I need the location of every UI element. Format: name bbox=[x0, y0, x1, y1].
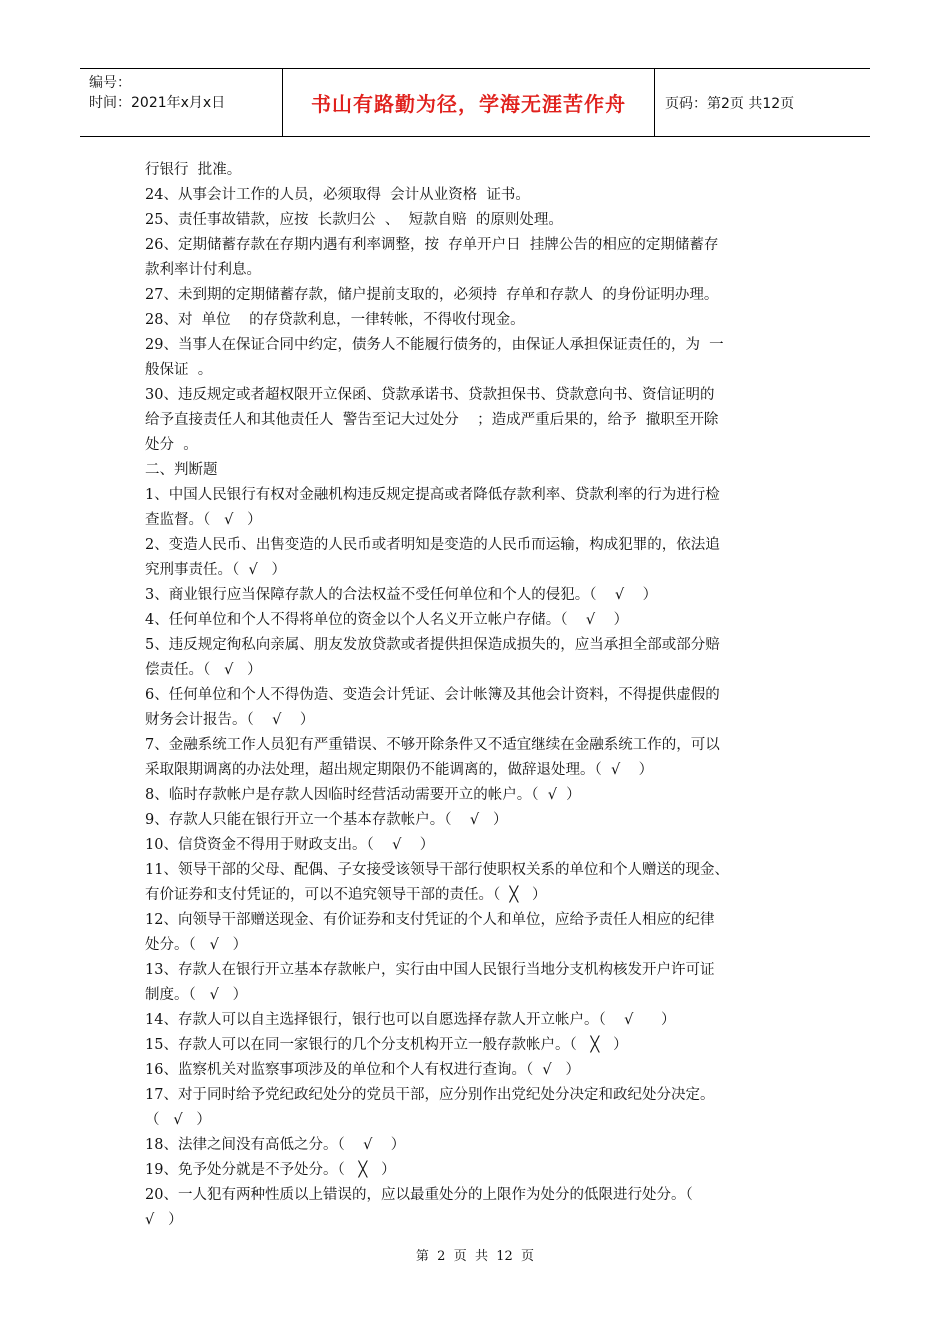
page-footer: 第 2 页 共 12 页 bbox=[415, 1249, 535, 1264]
text-line: 14、存款人可以自主选择银行，银行也可以自愿选择存款人开立帐户。（ √ ） bbox=[145, 1012, 676, 1028]
text-line: 10、信贷资金不得用于财政支出。（ √ ） bbox=[145, 837, 435, 853]
text-line: 29、当事人在保证合同中约定，债务人不能履行债务的，由保证人承担保证责任的，为 一 bbox=[145, 337, 724, 353]
text-line: 处分 。 bbox=[145, 437, 198, 453]
text-line: 11、领导干部的父母、配偶、子女接受该领导干部行使职权关系的单位和个人赠送的现金、 bbox=[145, 862, 729, 878]
text-line: 般保证 。 bbox=[145, 362, 213, 378]
text-line: 制度。（ √ ） bbox=[145, 987, 248, 1003]
document-number: 编号： bbox=[89, 75, 131, 91]
text-line: 15、存款人可以在同一家银行的几个分支机构开立一般存款帐户。（ ╳ ） bbox=[145, 1037, 628, 1053]
text-line: 款利率计付利息。 bbox=[145, 262, 261, 278]
text-line: 行银行 批准。 bbox=[145, 162, 242, 178]
text-line: 1、中国人民银行有权对金融机构违反规定提高或者降低存款利率、贷款利率的行为进行检 bbox=[145, 487, 720, 503]
document-body bbox=[145, 158, 813, 1233]
text-line: √ ） bbox=[145, 1212, 183, 1228]
text-line: 12、向领导干部赠送现金、有价证券和支付凭证的个人和单位，应给予责任人相应的纪律 bbox=[145, 912, 715, 928]
header-motto: 书山有路勤为径，学海无涯苦作舟 bbox=[283, 69, 655, 136]
text-line: 采取限期调离的办法处理，超出规定期限仍不能调离的，做辞退处理。（ √ ） bbox=[145, 762, 654, 778]
text-line: 17、对于同时给予党纪政纪处分的党员干部，应分别作出党纪处分决定和政纪处分决定。 bbox=[145, 1087, 715, 1103]
text-line: 给予直接责任人和其他责任人 警告至记大过处分 ；造成严重后果的，给予 撤职至开除 bbox=[145, 412, 719, 428]
text-line: 究刑事责任。（ √ ） bbox=[145, 562, 287, 578]
text-line: 处分。（ √ ） bbox=[145, 937, 248, 953]
text-line: 查监督。（ √ ） bbox=[145, 512, 262, 528]
text-line: 18、法律之间没有高低之分。（ √ ） bbox=[145, 1137, 406, 1153]
text-line: 有价证券和支付凭证的，可以不追究领导干部的责任。（ ╳ ） bbox=[145, 887, 547, 903]
text-line: 8、临时存款帐户是存款人因临时经营活动需要开立的帐户。（ √ ） bbox=[145, 787, 581, 803]
text-line: 2、变造人民币、出售变造的人民币或者明知是变造的人民币而运输，构成犯罪的，依法追 bbox=[145, 537, 720, 553]
text-line: 24、从事会计工作的人员，必须取得 会计从业资格 证书。 bbox=[145, 187, 530, 203]
text-line: 26、定期储蓄存款在存期内遇有利率调整，按 存单开户日 挂牌公告的相应的定期储蓄存 bbox=[145, 237, 719, 253]
text-line: 5、违反规定徇私向亲属、朋友发放贷款或者提供担保造成损失的，应当承担全部或部分赔 bbox=[145, 637, 720, 653]
text-line: 27、未到期的定期储蓄存款，储户提前支取的，必须持 存单和存款人 的身份证明办理。 bbox=[145, 287, 719, 303]
text-line: 财务会计报告。（ √ ） bbox=[145, 712, 315, 728]
text-line: 偿责任。（ √ ） bbox=[145, 662, 262, 678]
text-line: （ √ ） bbox=[145, 1112, 211, 1128]
text-line: 4、任何单位和个人不得将单位的资金以个人名义开立帐户存储。（ √ ） bbox=[145, 612, 629, 628]
text-line: 30、违反规定或者超权限开立保函、贷款承诺书、贷款担保书、贷款意向书、资信证明的 bbox=[145, 387, 715, 403]
text-line: 二、判断题 bbox=[145, 462, 218, 478]
text-line: 20、一人犯有两种性质以上错误的，应以最重处分的上限作为处分的低限进行处分。（ bbox=[145, 1187, 693, 1203]
text-line: 7、金融系统工作人员犯有严重错误、不够开除条件又不适宜继续在金融系统工作的，可以 bbox=[145, 737, 720, 753]
text-line: 25、责任事故错款，应按 长款归公 、 短款自赔 的原则处理。 bbox=[145, 212, 563, 228]
document-date: 时间：2021年x月x日 bbox=[89, 95, 226, 111]
page-header bbox=[80, 68, 870, 137]
header-page-info: 页码：第2页 共12页 bbox=[665, 95, 795, 112]
text-line: 16、监察机关对监察事项涉及的单位和个人有权进行查询。（ √ ） bbox=[145, 1062, 580, 1078]
text-line: 19、免予处分就是不予处分。（ ╳ ） bbox=[145, 1162, 396, 1178]
text-line: 28、对 单位 的存贷款利息，一律转帐，不得收付现金。 bbox=[145, 312, 525, 328]
text-line: 6、任何单位和个人不得伪造、变造会计凭证、会计帐簿及其他会计资料，不得提供虚假的 bbox=[145, 687, 720, 703]
text-line: 3、商业银行应当保障存款人的合法权益不受任何单位和个人的侵犯。（ √ ） bbox=[145, 587, 658, 603]
text-line: 13、存款人在银行开立基本存款帐户，实行由中国人民银行当地分支机构核发开户许可证 bbox=[145, 962, 715, 978]
text-line: 9、存款人只能在银行开立一个基本存款帐户。（ √ ） bbox=[145, 812, 508, 828]
header-meta bbox=[80, 69, 283, 136]
